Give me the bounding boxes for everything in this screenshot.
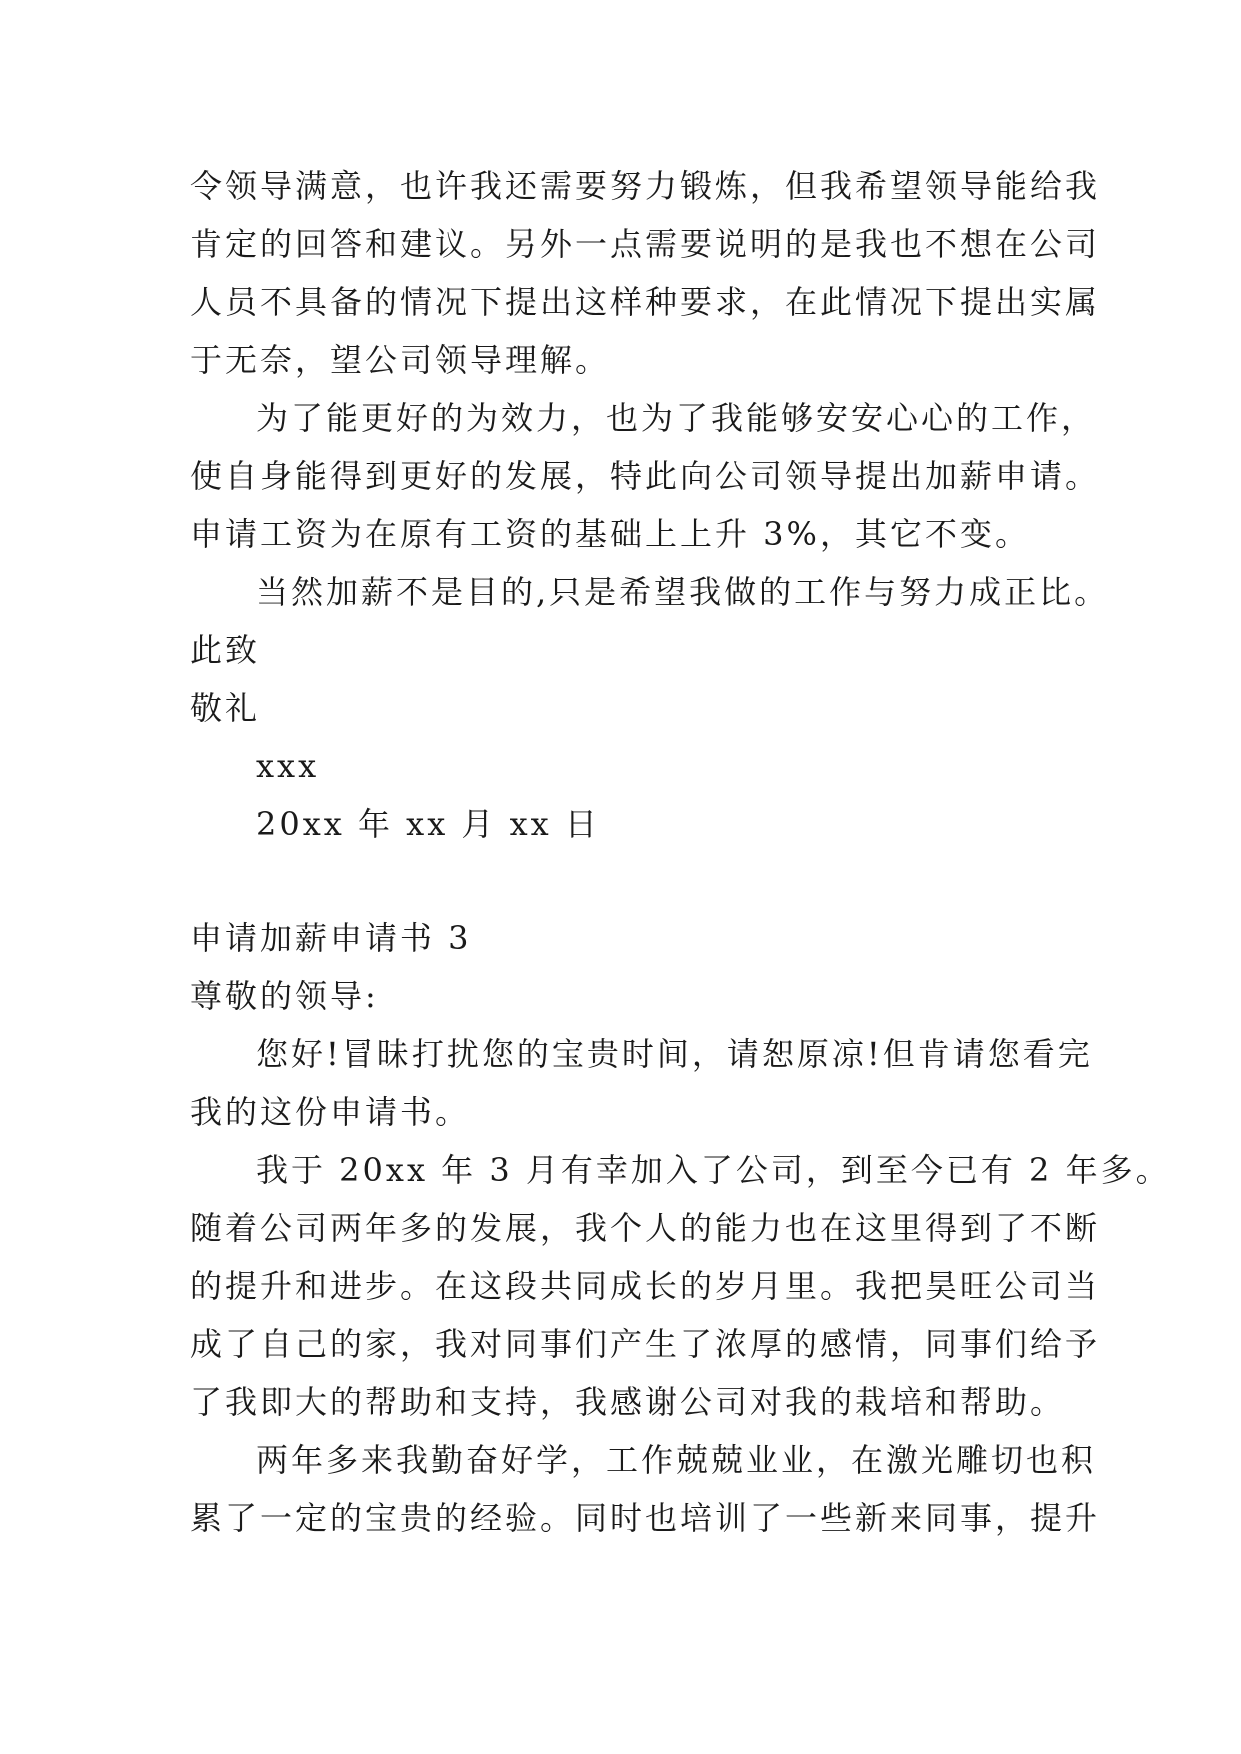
signature: xxx [256, 747, 320, 785]
text-line: 肯定的回答和建议。另外一点需要说明的是我也不想在公司 [190, 225, 1101, 263]
text-line: 使自身能得到更好的发展，特此向公司领导提出加薪申请。 [190, 457, 1101, 495]
text-line: 您好!冒昧打扰您的宝贵时间，请恕原凉!但肯请您看完 [256, 1035, 1093, 1073]
text-line: 累了一定的宝贵的经验。同时也培训了一些新来同事，提升 [190, 1499, 1101, 1537]
salutation: 尊敬的领导: [190, 977, 379, 1015]
date-line: 20xx 年 xx 月 xx 日 [256, 805, 600, 843]
text-line: 为了能更好的为效力，也为了我能够安安心心的工作， [256, 399, 1097, 437]
section-title: 申请加薪申请书 3 [190, 919, 472, 957]
text-line: 的提升和进步。在这段共同成长的岁月里。我把昊旺公司当 [190, 1267, 1101, 1305]
text-line: 了我即大的帮助和支持，我感谢公司对我的栽培和帮助。 [190, 1383, 1066, 1421]
text-line: 当然加薪不是目的,只是希望我做的工作与努力成正比。 [256, 573, 1110, 611]
text-line: 两年多来我勤奋好学，工作兢兢业业，在激光雕切也积 [256, 1441, 1097, 1479]
text-line: 成了自己的家，我对同事们产生了浓厚的感情，同事们给予 [190, 1325, 1101, 1363]
closing-line: 敬礼 [190, 689, 261, 727]
text-line: 令领导满意，也许我还需要努力锻炼，但我希望领导能给我 [190, 167, 1101, 205]
text-line: 人员不具备的情况下提出这样种要求，在此情况下提出实属 [190, 283, 1101, 321]
text-line: 申请工资为在原有工资的基础上上升 3%，其它不变。 [190, 515, 1030, 553]
text-line: 我的这份申请书。 [190, 1093, 471, 1131]
text-line: 随着公司两年多的发展，我个人的能力也在这里得到了不断 [190, 1209, 1101, 1247]
text-line: 我于 20xx 年 3 月有幸加入了公司，到至今已有 2 年多。 [256, 1151, 1171, 1189]
closing-line: 此致 [190, 631, 261, 669]
text-line: 于无奈，望公司领导理解。 [190, 341, 611, 379]
